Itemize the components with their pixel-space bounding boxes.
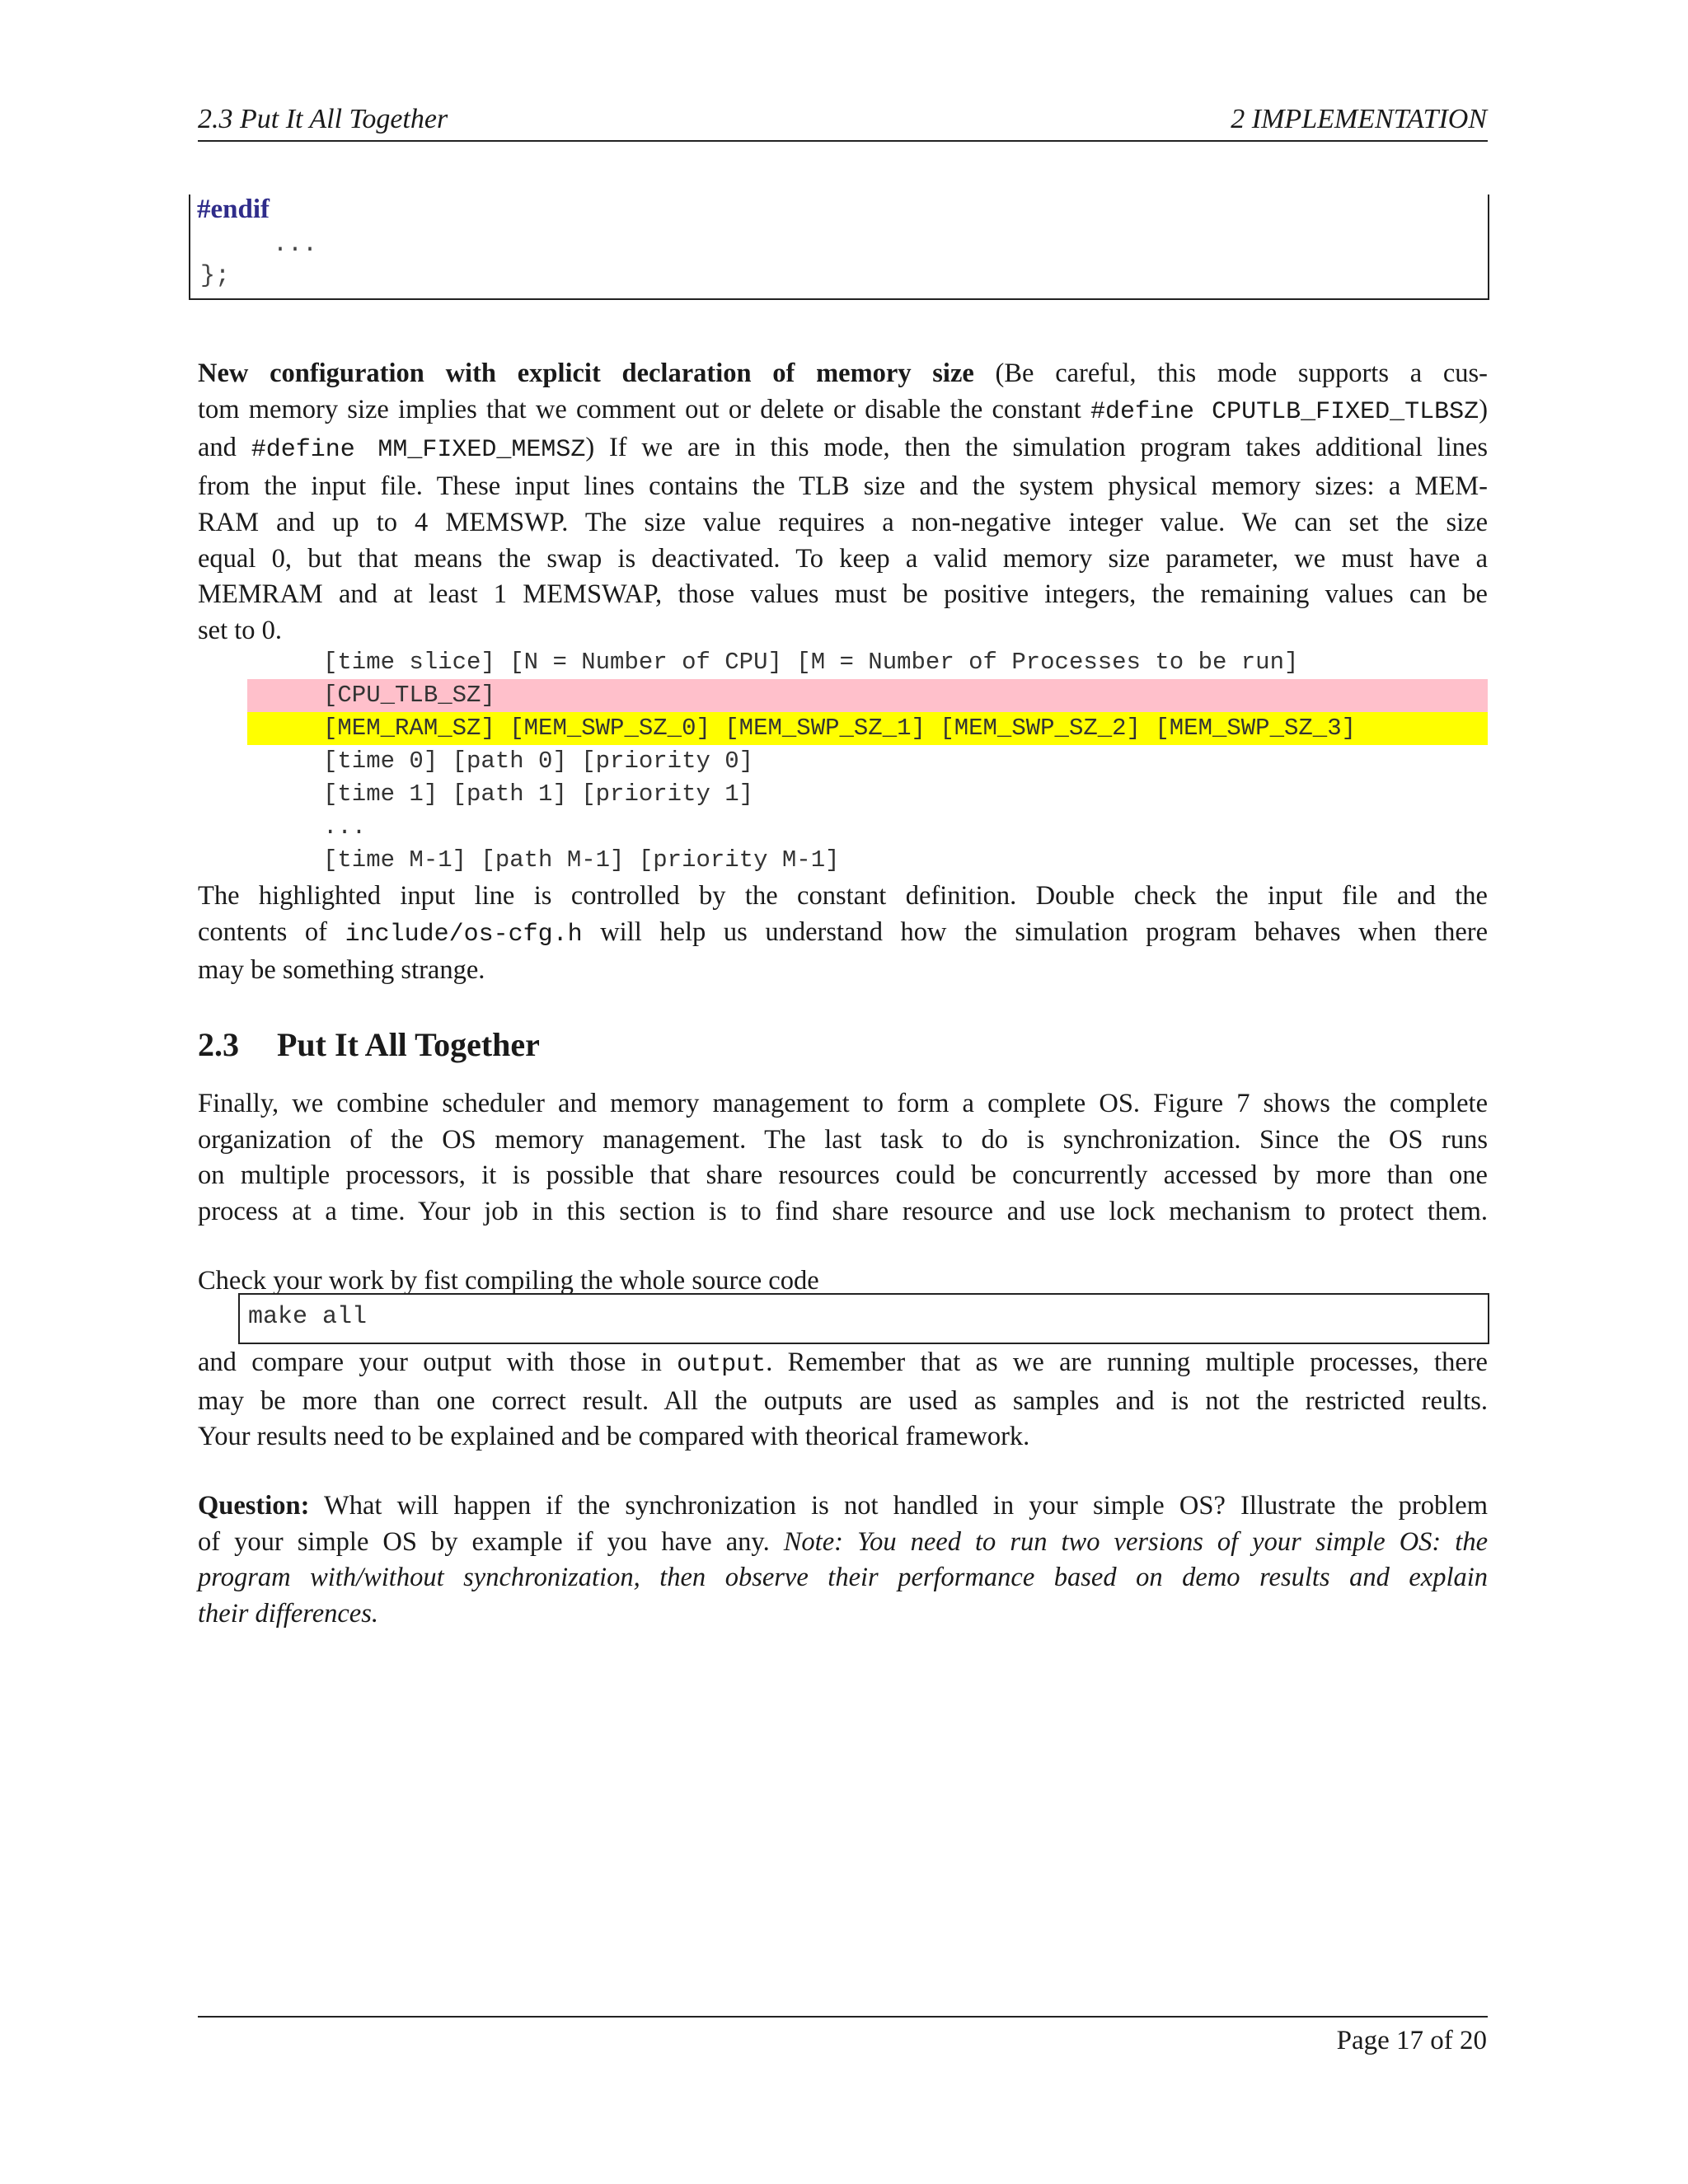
input-line-ellipsis: ... (323, 813, 367, 841)
p3-line: on multiple processors, it is possible that share resources could be concurrently accessed by more than one (198, 1160, 1488, 1191)
p2-text: contents of (198, 916, 327, 947)
os-cfg-path: include/os-cfg.h (345, 920, 583, 949)
section-heading (198, 1025, 540, 1064)
p5-line (198, 1345, 1488, 1384)
p2-text: will help us understand how the simulation program behaves when there (600, 916, 1489, 947)
p3-line: process at a time. Your job in this section is to find share resource and use lock mechanism to protect them. (198, 1197, 1488, 1227)
input-format-listing (247, 646, 1488, 877)
p2-line: may be something strange. (198, 955, 485, 986)
p1-text: (Be careful, this mode supports a cus- (995, 359, 1488, 388)
paragraph-put-together (198, 1086, 1488, 1230)
p5-text: and compare your output with those in (198, 1347, 662, 1377)
input-line-process: [time 0] [path 0] [priority 0] (323, 748, 754, 775)
input-line-mem-highlighted: [MEM_RAM_SZ] [MEM_SWP_SZ_0] [MEM_SWP_SZ_1] [MEM_SWP_SZ_2] [MEM_SWP_SZ_3] (247, 712, 1488, 745)
command-box (238, 1293, 1489, 1344)
section-number: 2.3 (198, 1026, 239, 1063)
running-header-chapter: 2 IMPLEMENTATION (1231, 104, 1487, 134)
input-line-tlb-highlighted: [CPU_TLB_SZ] (247, 679, 1488, 712)
p2-line: The highlighted input line is controlled by the constant definition. Double check the input file and the (198, 881, 1488, 911)
paragraph-highlight-note (198, 879, 1488, 989)
p6-line: program with/without synchronization, then observe their performance based on demo results and explain (198, 1563, 1488, 1593)
p1-line: set to 0. (198, 615, 283, 645)
compile-instruction: Check your work by fist compiling the whole source code (198, 1266, 819, 1296)
p1-line: equal 0, but that means the swap is deactivated. To keep a valid memory size parameter, we must have a (198, 543, 1488, 574)
p5-line: may be more than one correct result. All the outputs are used as samples and is not the restricted reults. (198, 1385, 1488, 1416)
code-listing-box (189, 194, 1489, 300)
p1-text: ) (1479, 394, 1489, 424)
question-label: Question: (198, 1491, 310, 1521)
p1-bold-title: New configuration with explicit declaration of memory size (198, 359, 974, 388)
p1-line: from the input file. These input lines contains the TLB size and the system physical memory sizes: a MEM- (198, 471, 1488, 502)
page-number: Page 17 of 20 (1336, 2026, 1487, 2055)
p5-line: Your results need to be explained and be compared with theorical framework. (198, 1422, 1030, 1452)
paragraph-compare-output (198, 1345, 1488, 1455)
p5-text: . Remember that as we are running multiple processes, there (766, 1347, 1488, 1377)
input-line-process: [time 1] [path 1] [priority 1] (323, 780, 754, 808)
p1-line: RAM and up to 4 MEMSWP. The size value requires a non-negative integer value. We can set the size (198, 507, 1488, 537)
p6-line: their differences. (198, 1599, 379, 1629)
section-title: Put It All Together (277, 1026, 540, 1063)
paragraph-memory-config (198, 356, 1488, 649)
input-line-header: [time slice] [N = Number of CPU] [M = Number of Processes to be run] (323, 649, 1299, 676)
define-mm-code: #define MM_FIXED_MEMSZ (251, 436, 586, 465)
footer-rule (198, 2016, 1488, 2018)
input-line-process: [time M-1] [path M-1] [priority M-1] (323, 846, 840, 874)
p1-text: and (198, 433, 237, 463)
code-ellipsis: ... (273, 231, 318, 259)
p6-text: What will happen if the synchronization is not handled in your simple OS? Illustrate the problem (324, 1491, 1488, 1521)
p3-line: organization of the OS memory management. The last task to do is synchronization. Since the OS runs (198, 1124, 1488, 1155)
output-dir-code: output (677, 1351, 767, 1379)
paragraph-question (198, 1488, 1488, 1633)
running-header-section: 2.3 Put It All Together (198, 104, 448, 134)
define-cputlb-code: #define CPUTLB_FIXED_TLBSZ (1090, 397, 1479, 426)
make-command: make all (248, 1303, 368, 1331)
header-rule (198, 140, 1488, 142)
p1-text: tom memory size implies that we comment out or delete or disable the constant (198, 394, 1081, 424)
code-closing-brace: }; (200, 262, 231, 290)
p1-text: ) If we are in this mode, then the simulation program takes additional lines (585, 433, 1488, 463)
code-endif: #endif (197, 194, 270, 224)
p1-line (198, 392, 1488, 431)
p3-line: Finally, we combine scheduler and memory management to form a complete OS. Figure 7 shows the complete (198, 1089, 1488, 1118)
p6-italic-note: Note: You need to run two versions of your simple OS: the (783, 1526, 1488, 1557)
p1-line: MEMRAM and at least 1 MEMSWAP, those values must be positive integers, the remaining values can be (198, 579, 1488, 610)
p6-line (198, 1488, 1488, 1525)
p6-line (198, 1525, 1488, 1561)
p1-line (198, 430, 1488, 469)
p6-text: of your simple OS by example if you have any. (198, 1526, 770, 1557)
p2-line (198, 915, 1488, 954)
p1-line (198, 356, 1488, 392)
